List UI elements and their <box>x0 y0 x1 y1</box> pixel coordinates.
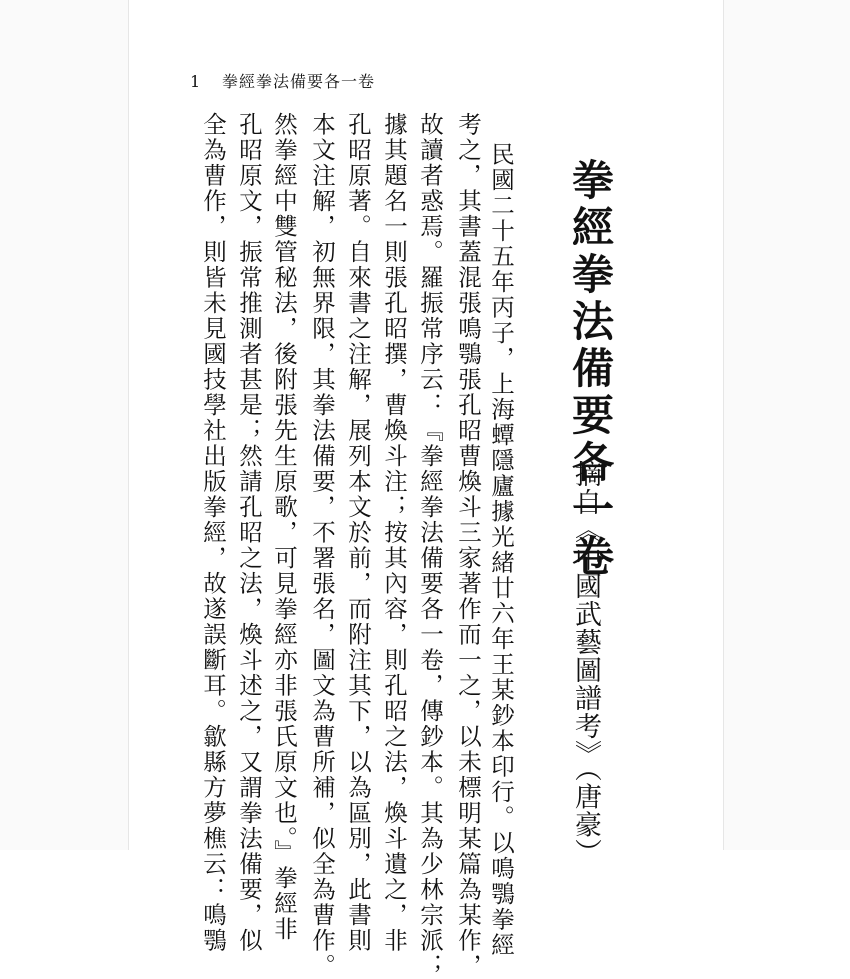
source-note: 摘自《中國武藝圖譜考》（唐豪） <box>570 460 601 867</box>
body-line-4: 據其題名一則張孔昭撰，曹煥斗注；按其內容，則孔昭之法，煥斗遺之，非 <box>380 112 408 954</box>
right-margin <box>722 0 850 850</box>
body-line-7: 然拳經中雙管秘法，後附張先生原歌，可見拳經亦非張氏原文也。』拳經非 <box>270 112 298 942</box>
page-number: 1 <box>190 72 201 91</box>
body-line-8: 孔昭原文，振常推測者甚是；然請孔昭之法，煥斗述之，又謂拳法備要，似 <box>235 112 263 954</box>
left-margin <box>0 0 128 850</box>
body-line-9: 全為曹作，則皆未見國技學社出版拳經，故遂誤斷耳。歙縣方夢樵云：鳴鶚 <box>199 112 227 954</box>
body-line-1: 民國二十五年丙子，上海蟫隱廬據光緒廿六年王某鈔本印行。以鳴鶚拳經 <box>487 142 515 958</box>
body-line-3: 故讀者惑焉。羅振常序云：『拳經拳法備要各一卷，傳鈔本。其為少林宗派； <box>416 112 444 979</box>
body-line-2: 考之，其書蓋混張鳴鶚張孔昭曹煥斗三家著作而一之，以未標明某篇為某作， <box>454 112 482 979</box>
body-line-6: 本文注解，初無界限，其拳法備要，不署張名，圖文為曹所補，似全為曹作。 <box>308 112 336 979</box>
body-line-5: 孔昭原著。自來書之注解，展列本文於前，而附注其下，以為區別，此書則 <box>344 112 372 954</box>
running-header-title: 拳經拳法備要各一卷 <box>222 72 376 91</box>
chapter-title: 拳經拳法備要各一卷 <box>566 158 615 581</box>
